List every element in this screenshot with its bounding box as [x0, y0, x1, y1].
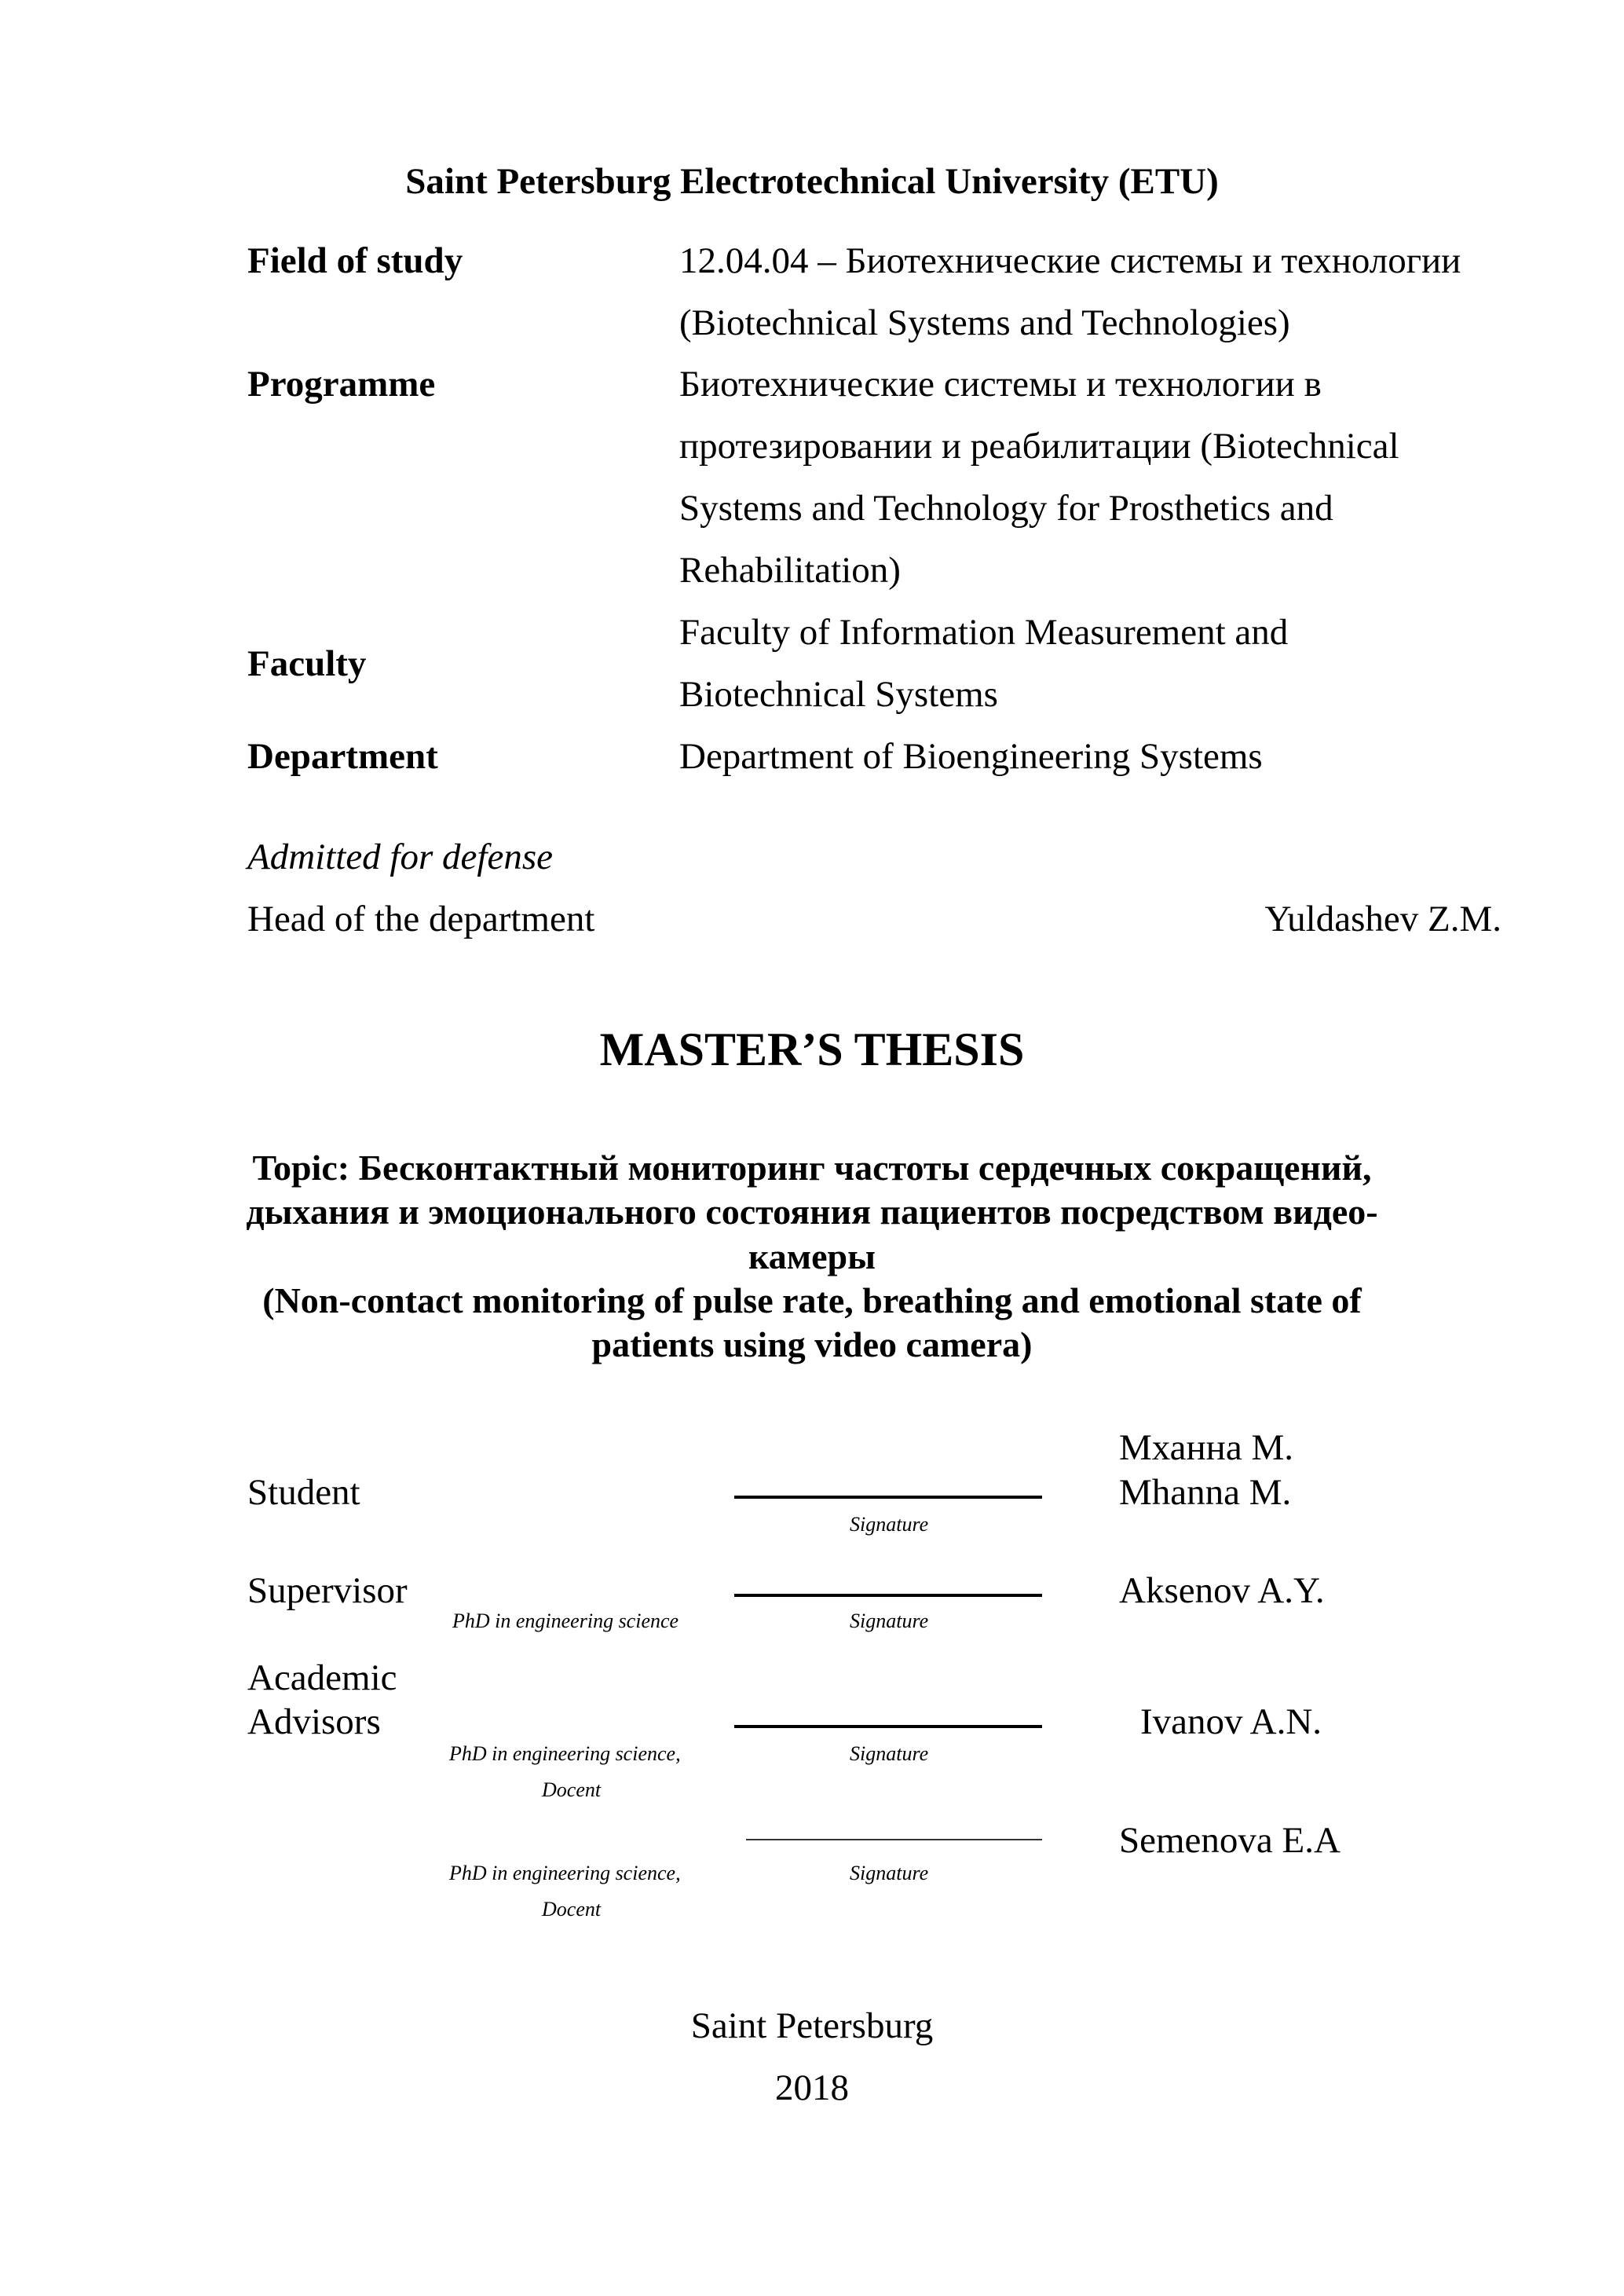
department-label: Department: [247, 736, 438, 777]
topic-line-2: дыхания и эмоционального состояния пациентов посредством видео-: [246, 1192, 1378, 1232]
topic-line-3: камеры: [748, 1236, 876, 1276]
supervisor-signature-line[interactable]: [734, 1594, 1042, 1597]
programme-value-line-2: протезировании и реабилитации (Biotechnical: [679, 426, 1399, 467]
faculty-label: Faculty: [247, 643, 367, 684]
advisor-1-name: Ivanov A.N.: [1140, 1701, 1322, 1742]
advisor-2-name: Semenova E.A: [1119, 1820, 1341, 1861]
programme-label: Programme: [247, 364, 436, 405]
supervisor-name: Aksenov A.Y.: [1119, 1570, 1325, 1611]
topic-line-5: patients using video camera): [591, 1324, 1033, 1364]
advisor-2-degree-line-1: PhD in engineering science,: [449, 1862, 681, 1884]
field-of-study-label: Field of study: [247, 240, 463, 281]
student-label: Student: [247, 1472, 360, 1513]
university-title: Saint Petersburg Electrotechnical University (ETU): [405, 161, 1219, 202]
programme-value-line-1: Биотехнические системы и технологии в: [679, 364, 1322, 405]
field-of-study-value-line-1: 12.04.04 – Биотехнические системы и технологии: [679, 240, 1461, 281]
thesis-type-heading: MASTER’S THESIS: [599, 1023, 1025, 1075]
supervisor-signature-caption: Signature: [850, 1609, 929, 1632]
head-of-department-name: Yuldashev Z.M.: [1264, 899, 1501, 939]
advisor-2-degree-line-2: Docent: [542, 1898, 602, 1921]
advisor-1-signature-line[interactable]: [734, 1725, 1042, 1728]
advisor-2-signature-line[interactable]: [746, 1839, 1042, 1840]
footer-city: Saint Petersburg: [690, 2005, 934, 2046]
student-signature-line[interactable]: [734, 1496, 1042, 1499]
student-signature-caption: Signature: [850, 1513, 929, 1536]
advisor-1-degree-line-2: Docent: [542, 1778, 602, 1801]
head-of-department-label: Head of the department: [247, 899, 595, 939]
faculty-value-line-1: Faculty of Information Measurement and: [679, 612, 1289, 653]
programme-value-line-3: Systems and Technology for Prosthetics and: [679, 488, 1333, 529]
department-value: Department of Bioengineering Systems: [679, 736, 1263, 777]
advisor-1-signature-caption: Signature: [850, 1742, 929, 1765]
footer-year: 2018: [775, 2067, 849, 2108]
admitted-for-defense: Admitted for defense: [247, 837, 553, 877]
advisor-1-degree-line-1: PhD in engineering science,: [449, 1742, 681, 1765]
advisor-2-signature-caption: Signature: [850, 1862, 929, 1884]
faculty-value-line-2: Biotechnical Systems: [679, 674, 998, 715]
topic-line-1: Topic: Бесконтактный мониторинг частоты сердечных сокращений,: [252, 1148, 1372, 1188]
programme-value-line-4: Rehabilitation): [679, 550, 901, 591]
supervisor-label: Supervisor: [247, 1570, 408, 1611]
field-of-study-value-line-2: (Biotechnical Systems and Technologies): [679, 302, 1290, 343]
student-name-ru: Мханна М.: [1119, 1427, 1293, 1468]
supervisor-degree: PhD in engineering science: [452, 1609, 679, 1632]
student-name: Mhanna M.: [1119, 1472, 1292, 1513]
advisors-label-line-1: Academic: [247, 1657, 397, 1698]
topic-line-4: (Non-contact monitoring of pulse rate, breathing and emotional state of: [262, 1280, 1362, 1320]
advisors-label-line-2: Advisors: [247, 1701, 381, 1742]
